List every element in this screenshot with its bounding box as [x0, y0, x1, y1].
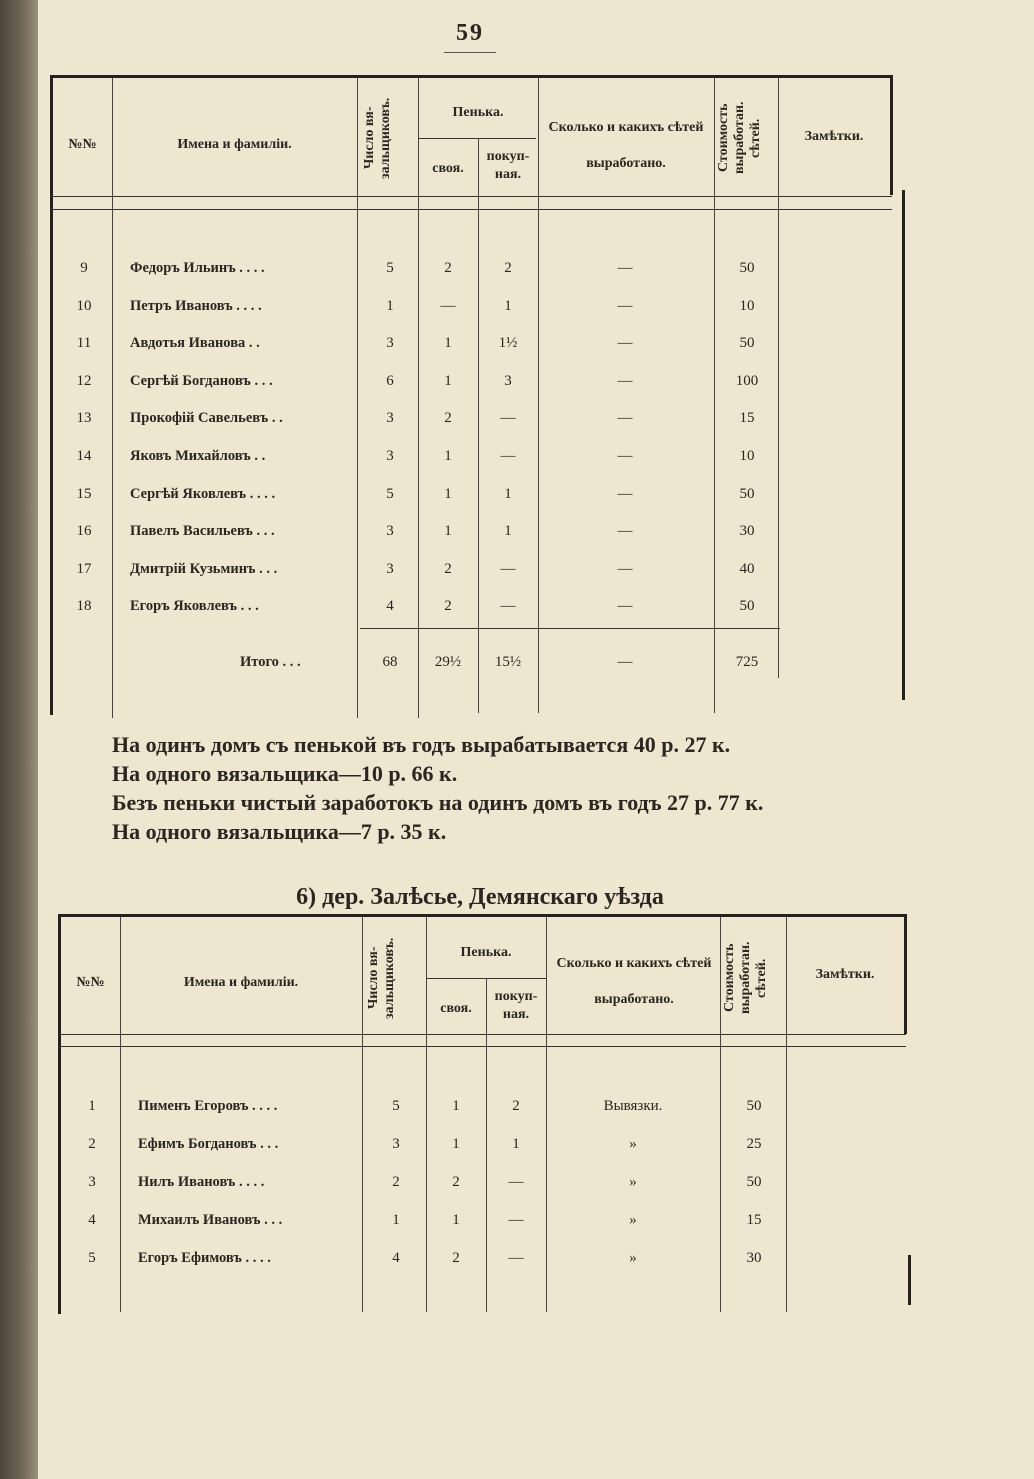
row-hemp-own: 1 — [452, 1212, 460, 1228]
row-number: 13 — [76, 410, 92, 427]
summary-line: На одного вязальщика—7 р. 35 к. — [112, 819, 447, 844]
row-nets: » — [629, 1136, 637, 1152]
row-knitters: 3 — [386, 448, 394, 464]
row-number: 16 — [76, 523, 92, 540]
row-nets: — — [617, 297, 633, 314]
row-hemp-bought: 1 — [504, 523, 512, 540]
row-cost: 10 — [739, 448, 755, 464]
summary-line: Безъ пеньки чистый заработокъ на одинъ домъ въ годъ 27 р. 77 к. — [112, 790, 764, 815]
table-row — [0, 1167, 1034, 1197]
row-hemp-own: 2 — [444, 560, 452, 577]
header-bottom-rule — [58, 1034, 906, 1035]
total-hemp-own: 29½ — [434, 654, 462, 670]
row-name: Яковъ Михайловъ . . — [130, 448, 266, 464]
row-hemp-own: 1 — [452, 1098, 460, 1114]
header-number: №№ — [76, 975, 105, 990]
row-cost: 50 — [739, 335, 755, 352]
header-cost: Стоимость выработан. сѣтей. — [722, 941, 770, 1015]
row-knitters: 6 — [386, 372, 394, 389]
row-name: Авдотья Иванова . . — [130, 335, 260, 352]
header-cost: Стоимость выработан. сѣтей. — [716, 101, 764, 175]
summary-line: На одного вязальщика—10 р. 66 к. — [112, 761, 458, 786]
row-hemp-bought: — — [500, 410, 516, 427]
table-row — [0, 1205, 1034, 1235]
header-hemp-bought: покуп-ная. — [494, 989, 538, 1022]
total-hemp-bought: 15½ — [494, 654, 522, 670]
row-number: 1 — [88, 1098, 96, 1114]
header-knitters: Число вя-зальщиковъ. — [366, 937, 398, 1019]
row-cost: 50 — [739, 598, 755, 615]
header-nets: Сколько и какихъ сѣтей выработано. — [548, 120, 704, 171]
row-cost: 15 — [746, 1212, 762, 1228]
header-hemp: Пенька. — [460, 945, 512, 960]
row-hemp-bought: 1 — [512, 1136, 520, 1152]
row-cost: 25 — [746, 1136, 762, 1152]
header-hemp: Пенька. — [452, 105, 504, 120]
row-knitters: 2 — [392, 1174, 400, 1190]
row-number: 17 — [76, 560, 92, 577]
row-number: 10 — [76, 297, 92, 314]
row-cost: 50 — [746, 1098, 762, 1114]
row-name: Сергѣй Яковлевъ . . . . — [130, 485, 276, 502]
total-label: Итого . . . — [240, 654, 301, 670]
row-name: Ефимъ Богдановъ . . . — [138, 1136, 279, 1152]
row-hemp-own: 1 — [444, 448, 452, 464]
row-name: Павелъ Васильевъ . . . — [130, 523, 275, 540]
row-cost: 40 — [739, 560, 755, 577]
table-row — [0, 1091, 1034, 1121]
row-cost: 30 — [746, 1250, 762, 1266]
row-name: Петръ Ивановъ . . . . — [130, 297, 262, 314]
row-name: Прокофій Савельевъ . . — [130, 410, 283, 427]
row-cost: 50 — [739, 485, 755, 502]
row-nets: — — [617, 448, 633, 464]
row-cost: 30 — [739, 523, 755, 540]
row-knitters: 3 — [392, 1136, 400, 1152]
row-hemp-bought: 3 — [504, 372, 512, 389]
row-knitters: 3 — [386, 560, 394, 577]
row-knitters: 4 — [392, 1250, 400, 1266]
row-nets: — — [617, 410, 633, 427]
row-nets: » — [629, 1174, 637, 1190]
row-number: 4 — [88, 1212, 96, 1228]
page-number: 59 — [456, 20, 484, 46]
row-knitters: 5 — [386, 485, 394, 502]
row-name: Сергѣй Богдановъ . . . — [130, 372, 273, 389]
row-number: 14 — [76, 448, 92, 464]
row-hemp-bought: 2 — [512, 1098, 520, 1114]
row-name: Михаилъ Ивановъ . . . — [138, 1212, 283, 1228]
row-cost: 15 — [739, 410, 755, 427]
row-number: 9 — [80, 260, 88, 276]
row-hemp-own: — — [440, 297, 456, 314]
row-nets: — — [617, 335, 633, 352]
row-hemp-bought: — — [500, 560, 516, 577]
row-name: Федоръ Ильинъ . . . . — [130, 260, 265, 276]
row-cost: 50 — [739, 260, 755, 276]
row-nets: — — [617, 560, 633, 577]
row-hemp-bought: — — [508, 1250, 524, 1266]
row-hemp-bought: 2 — [504, 260, 512, 276]
section-title: 6) дер. Залѣсье, Демянскаго уѣзда — [296, 884, 664, 910]
row-knitters: 5 — [392, 1098, 400, 1114]
row-name: Нилъ Ивановъ . . . . — [138, 1174, 265, 1190]
row-hemp-own: 2 — [452, 1250, 460, 1266]
row-name: Дмитрій Кузьминъ . . . — [130, 560, 278, 577]
row-nets: — — [617, 485, 633, 502]
table-row — [0, 1129, 1034, 1159]
row-hemp-own: 2 — [452, 1174, 460, 1190]
row-knitters: 3 — [386, 410, 394, 427]
header-notes: Замѣтки. — [815, 967, 875, 982]
row-hemp-bought: 1 — [504, 297, 512, 314]
header-notes: Замѣтки. — [804, 129, 864, 144]
header-number: №№ — [68, 137, 97, 152]
row-cost: 50 — [746, 1174, 762, 1190]
row-hemp-own: 1 — [444, 335, 452, 352]
row-hemp-bought: — — [500, 448, 516, 464]
row-number: 18 — [76, 598, 92, 615]
row-number: 15 — [76, 485, 92, 502]
row-knitters: 3 — [386, 335, 394, 352]
table-right-rule — [904, 914, 907, 1034]
row-hemp-own: 1 — [452, 1136, 460, 1152]
row-hemp-own: 2 — [444, 260, 452, 276]
row-hemp-own: 2 — [444, 410, 452, 427]
row-nets: — — [617, 523, 633, 540]
row-knitters: 3 — [386, 523, 394, 540]
row-name: Егоръ Яковлевъ . . . — [130, 598, 259, 615]
row-knitters: 5 — [386, 260, 394, 276]
row-hemp-bought: 1½ — [498, 335, 518, 352]
row-hemp-bought: — — [508, 1174, 524, 1190]
row-number: 2 — [88, 1136, 96, 1152]
table-row — [0, 1243, 1034, 1273]
row-nets: — — [617, 372, 633, 389]
row-hemp-bought: — — [508, 1212, 524, 1228]
row-name: Пименъ Егоровъ . . . . — [138, 1098, 278, 1114]
row-knitters: 1 — [392, 1212, 400, 1228]
header-knitters: Число вя-зальщиковъ. — [362, 97, 394, 179]
row-nets: » — [629, 1250, 637, 1266]
row-hemp-own: 1 — [444, 485, 452, 502]
row-number: 3 — [88, 1174, 96, 1190]
header-names: Имена и фамиліи. — [183, 975, 299, 990]
summary-line: На одинъ домъ съ пенькой въ годъ вырабатывается 40 р. 27 к. — [112, 732, 731, 757]
row-name: Егоръ Ефимовъ . . . . — [138, 1250, 271, 1266]
row-number: 5 — [88, 1250, 96, 1266]
header-names: Имена и фамиліи. — [177, 137, 292, 152]
header-nets: Сколько и какихъ сѣтей выработано. — [556, 956, 712, 1007]
row-number: 11 — [76, 335, 92, 352]
header-hemp-own: своя. — [440, 1001, 472, 1016]
row-hemp-own: 2 — [444, 598, 452, 615]
total-cost: 725 — [735, 654, 759, 670]
row-hemp-bought: — — [500, 598, 516, 615]
row-nets: — — [617, 260, 633, 276]
row-nets: — — [617, 598, 633, 615]
header-bottom-rule-2 — [58, 1046, 906, 1047]
row-hemp-own: 1 — [444, 523, 452, 540]
row-nets: » — [629, 1212, 637, 1228]
total-nets: — — [617, 654, 633, 670]
header-hemp-bought: покуп-ная. — [486, 149, 530, 182]
row-cost: 10 — [739, 297, 755, 314]
row-hemp-own: 1 — [444, 372, 452, 389]
total-knitters: 68 — [382, 654, 398, 670]
row-knitters: 4 — [386, 598, 394, 615]
row-nets: Вывязки. — [603, 1098, 663, 1114]
header-hemp-own: своя. — [432, 161, 464, 176]
row-number: 12 — [76, 372, 92, 389]
row-cost: 100 — [735, 372, 759, 389]
table-top-rule — [58, 914, 906, 917]
row-hemp-bought: 1 — [504, 485, 512, 502]
row-knitters: 1 — [386, 297, 394, 314]
